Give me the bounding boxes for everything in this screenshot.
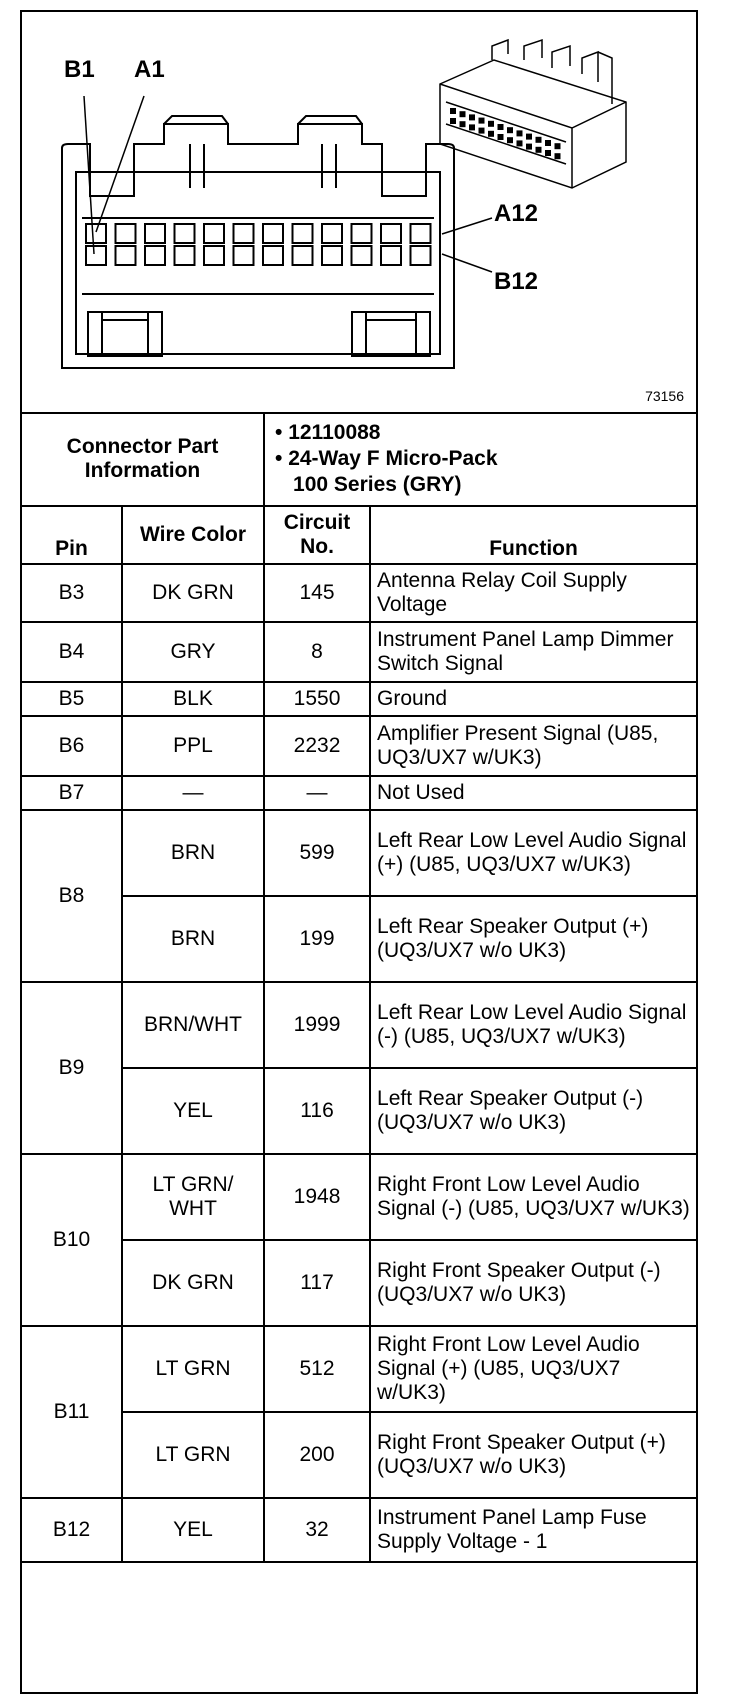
function-cell: Left Rear Speaker Output (-) (UQ3/UX7 w/o UK3) — [370, 1068, 696, 1154]
pin-cavity — [352, 224, 372, 243]
wire-color-cell: — — [122, 776, 264, 810]
circuit-cell: 117 — [264, 1240, 370, 1326]
table-header — [22, 506, 696, 564]
function-cell: Instrument Panel Lamp Fuse Supply Voltage - 1 — [370, 1498, 696, 1562]
pin-cavity — [204, 246, 224, 265]
label-a12: A12 — [494, 200, 539, 227]
pin-cavity — [175, 246, 195, 265]
sketch-pin — [488, 131, 494, 137]
pin-cell: B4 — [22, 622, 122, 682]
function-cell: Amplifier Present Signal (U85, UQ3/UX7 w/UK3) — [370, 716, 696, 776]
function-cell: Left Rear Low Level Audio Signal (-) (U85, UQ3/UX7 w/UK3) — [370, 982, 696, 1068]
table-row — [22, 622, 696, 682]
circuit-cell: 2232 — [264, 716, 370, 776]
function-cell: Instrument Panel Lamp Dimmer Switch Signal — [370, 622, 696, 682]
sketch-pin — [517, 140, 523, 146]
pin-cell: B7 — [22, 776, 122, 810]
function-cell: Right Front Low Level Audio Signal (-) (U85, UQ3/UX7 w/UK3) — [370, 1154, 696, 1240]
sketch-pin — [498, 134, 504, 140]
function-cell: Right Front Speaker Output (-) (UQ3/UX7 w/o UK3) — [370, 1240, 696, 1326]
sketch-pin — [526, 134, 532, 140]
pin-cavity — [86, 224, 106, 243]
pin-cell: B11 — [22, 1326, 122, 1498]
wire-color-cell: BRN/WHT — [122, 982, 264, 1068]
sketch-pin — [479, 128, 485, 134]
table-row — [22, 1326, 696, 1412]
header-wire-color: Wire Color — [122, 506, 264, 564]
sketch-pin — [545, 150, 551, 156]
circuit-cell: 1550 — [264, 682, 370, 716]
pin-cavity — [411, 246, 431, 265]
pin-cavity — [322, 246, 342, 265]
wire-color-cell: GRY — [122, 622, 264, 682]
sketch-pin — [555, 143, 561, 149]
connector-description-1: 24-Way F Micro-Pack — [288, 446, 498, 470]
wire-color-cell: YEL — [122, 1068, 264, 1154]
sketch-pin — [507, 137, 513, 143]
pin-cavity — [234, 224, 254, 243]
wire-color-cell: DK GRN — [122, 564, 264, 622]
sketch-pin — [479, 118, 485, 124]
table-row — [22, 564, 696, 622]
sketch-pin — [469, 114, 475, 120]
wire-color-cell: BRN — [122, 896, 264, 982]
figure-number: 73156 — [645, 388, 684, 404]
header-circuit-no: Circuit No. — [264, 506, 370, 564]
wire-color-cell: LT GRN — [122, 1326, 264, 1412]
pin-cavity — [263, 246, 283, 265]
sketch-pin — [555, 153, 561, 159]
header-function: Function — [370, 506, 696, 564]
circuit-cell: 599 — [264, 810, 370, 896]
wire-color-cell: LT GRN/ WHT — [122, 1154, 264, 1240]
connector-3d-pins — [450, 108, 561, 159]
connector-figure — [22, 12, 696, 414]
pin-cavity — [204, 224, 224, 243]
connector-description-2: 100 Series (GRY) — [293, 472, 462, 496]
table-row — [22, 1412, 696, 1498]
sketch-pin — [517, 130, 523, 136]
connector-info-values: • 12110088 • 24-Way F Micro-Pack 100 Series (GRY) — [264, 412, 696, 506]
sketch-pin — [536, 137, 542, 143]
sketch-pin — [545, 140, 551, 146]
pin-cavity — [145, 246, 165, 265]
sketch-pin — [526, 144, 532, 150]
pin-cavity — [293, 224, 313, 243]
circuit-cell: 145 — [264, 564, 370, 622]
sketch-pin — [498, 124, 504, 130]
pin-cell: B12 — [22, 1498, 122, 1562]
circuit-cell: 512 — [264, 1326, 370, 1412]
table-row — [22, 1240, 696, 1326]
wire-color-cell: BRN — [122, 810, 264, 896]
pin-cavity — [116, 246, 136, 265]
pin-cavity — [411, 224, 431, 243]
sketch-pin — [460, 111, 466, 117]
pin-grid — [86, 224, 431, 265]
sketch-pin — [460, 121, 466, 127]
table-row — [22, 776, 696, 810]
pin-cavity — [381, 246, 401, 265]
pin-cavity — [86, 246, 106, 265]
pin-cavity — [322, 224, 342, 243]
label-b1: B1 — [64, 56, 95, 83]
pin-cell: B6 — [22, 716, 122, 776]
table-row — [22, 1498, 696, 1562]
pin-cell: B10 — [22, 1154, 122, 1326]
wire-color-cell: DK GRN — [122, 1240, 264, 1326]
function-cell: Right Front Speaker Output (+) (UQ3/UX7 w/o UK3) — [370, 1412, 696, 1498]
pin-cavity — [352, 246, 372, 265]
pin-cavity — [234, 246, 254, 265]
connector-info-row — [22, 412, 696, 506]
connector-sheet — [20, 10, 698, 1694]
connector-drawing — [22, 12, 696, 412]
circuit-cell: 116 — [264, 1068, 370, 1154]
table-row — [22, 896, 696, 982]
pin-cell: B8 — [22, 810, 122, 982]
function-cell: Ground — [370, 682, 696, 716]
pin-cell: B3 — [22, 564, 122, 622]
header-pin: Pin — [22, 506, 122, 564]
circuit-cell: 1999 — [264, 982, 370, 1068]
circuit-cell: 1948 — [264, 1154, 370, 1240]
pin-cavity — [263, 224, 283, 243]
sketch-pin — [488, 121, 494, 127]
wire-color-cell: BLK — [122, 682, 264, 716]
connector-3d-sketch — [440, 40, 626, 188]
function-cell: Right Front Low Level Audio Signal (+) (U85, UQ3/UX7 w/UK3) — [370, 1326, 696, 1412]
sketch-pin — [536, 147, 542, 153]
circuit-cell: — — [264, 776, 370, 810]
circuit-cell: 200 — [264, 1412, 370, 1498]
pinout-table — [22, 412, 696, 1563]
sketch-pin — [450, 108, 456, 114]
table-row — [22, 716, 696, 776]
pin-cavity — [145, 224, 165, 243]
circuit-cell: 32 — [264, 1498, 370, 1562]
table-row — [22, 682, 696, 716]
sketch-pin — [450, 118, 456, 124]
circuit-cell: 199 — [264, 896, 370, 982]
function-cell: Not Used — [370, 776, 696, 810]
table-row — [22, 1068, 696, 1154]
function-cell: Left Rear Low Level Audio Signal (+) (U85, UQ3/UX7 w/UK3) — [370, 810, 696, 896]
wire-color-cell: YEL — [122, 1498, 264, 1562]
circuit-cell: 8 — [264, 622, 370, 682]
label-a1: A1 — [134, 56, 165, 83]
connector-info-label: Connector Part Information — [22, 412, 264, 506]
pin-cavity — [116, 224, 136, 243]
function-cell: Left Rear Speaker Output (+) (UQ3/UX7 w/o UK3) — [370, 896, 696, 982]
table-row — [22, 810, 696, 896]
pin-cavity — [293, 246, 313, 265]
table-row — [22, 982, 696, 1068]
part-number: 12110088 — [288, 420, 381, 444]
pin-cell: B5 — [22, 682, 122, 716]
pin-cavity — [175, 224, 195, 243]
wire-color-cell: LT GRN — [122, 1412, 264, 1498]
pin-cavity — [381, 224, 401, 243]
wire-color-cell: PPL — [122, 716, 264, 776]
pin-cell: B9 — [22, 982, 122, 1154]
table-row — [22, 1154, 696, 1240]
function-cell: Antenna Relay Coil Supply Voltage — [370, 564, 696, 622]
sketch-pin — [469, 124, 475, 130]
sketch-pin — [507, 127, 513, 133]
label-b12: B12 — [494, 268, 539, 295]
